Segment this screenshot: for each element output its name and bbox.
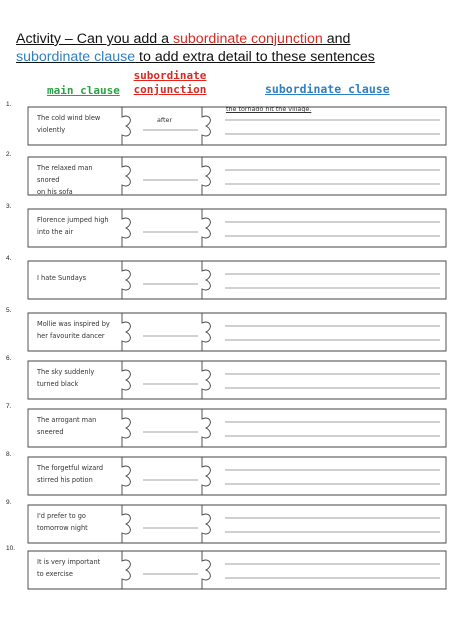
title-text-1: Activity – Can you add a <box>16 31 173 47</box>
subordinate-clause-answer[interactable]: the tornado hit the village. <box>226 105 312 113</box>
sentence-row <box>0 452 453 496</box>
row-number: 1. <box>6 101 12 108</box>
main-clause-text <box>37 556 117 580</box>
row-number: 3. <box>6 203 12 210</box>
row-number: 9. <box>6 499 12 506</box>
main-clause-line2: violently <box>37 126 66 134</box>
main-clause-line2: sneered <box>37 428 64 436</box>
title-text-5: to add extra detail to these sentences <box>135 49 375 65</box>
main-clause-text <box>37 510 117 534</box>
main-clause-text <box>37 214 117 238</box>
row-number: 10. <box>6 545 16 552</box>
header-main-clause: main clause <box>47 84 120 97</box>
main-clause-line1: The arrogant man <box>37 416 97 424</box>
row-number: 8. <box>6 451 12 458</box>
main-clause-line2: into the air <box>37 228 74 236</box>
main-clause-line1: The cold wind blew <box>37 114 101 122</box>
main-clause-line2: stirred his potion <box>37 476 93 484</box>
sentence-row <box>0 356 453 400</box>
main-clause-text <box>37 162 117 198</box>
title-subordinate-clause: subordinate clause <box>16 49 136 65</box>
sentence-row <box>0 152 453 196</box>
main-clause-text <box>37 112 117 136</box>
row-number: 4. <box>6 255 12 262</box>
sentence-row <box>0 102 453 146</box>
main-clause-line2: turned black <box>37 380 79 388</box>
activity-title <box>16 30 446 66</box>
main-clause-line2: tomorrow night <box>37 524 88 532</box>
header-conj-line2: conjunction <box>133 83 207 96</box>
row-number: 5. <box>6 307 12 314</box>
row-number: 7. <box>6 403 12 410</box>
row-number: 2. <box>6 151 12 158</box>
main-clause-text <box>37 366 117 390</box>
main-clause-line2: her favourite dancer <box>37 332 105 340</box>
row-number: 6. <box>6 355 12 362</box>
main-clause-text <box>37 462 117 486</box>
title-subordinate-conjunction: subordinate conjunction <box>172 31 323 47</box>
title-text-3: and <box>322 31 351 47</box>
header-subordinate-clause: subordinate clause <box>265 82 390 96</box>
main-clause-text <box>37 272 117 284</box>
main-clause-line1: I'd prefer to go <box>37 512 86 520</box>
main-clause-line1: The sky suddenly <box>37 368 95 376</box>
main-clause-text <box>37 318 117 342</box>
sentence-row <box>0 500 453 544</box>
main-clause-line1: The relaxed man snored <box>37 164 93 184</box>
sentence-row <box>0 308 453 352</box>
main-clause-line1: I hate Sundays <box>37 274 87 282</box>
main-clause-text <box>37 414 117 438</box>
main-clause-line1: Florence jumped high <box>37 216 109 224</box>
main-clause-line1: Mollie was inspired by <box>37 320 110 328</box>
sentence-row <box>0 204 453 248</box>
header-subordinate-conjunction <box>130 69 210 97</box>
sentence-row <box>0 404 453 448</box>
main-clause-line2: to exercise <box>37 570 73 578</box>
main-clause-line2: on his sofa <box>37 188 73 196</box>
main-clause-line1: The forgetful wizard <box>37 464 104 472</box>
sentence-row <box>0 256 453 300</box>
conjunction-answer[interactable]: after <box>157 116 173 124</box>
header-conj-line1: subordinate <box>133 69 207 82</box>
sentence-row <box>0 546 453 590</box>
main-clause-line1: It is very important <box>37 558 101 566</box>
